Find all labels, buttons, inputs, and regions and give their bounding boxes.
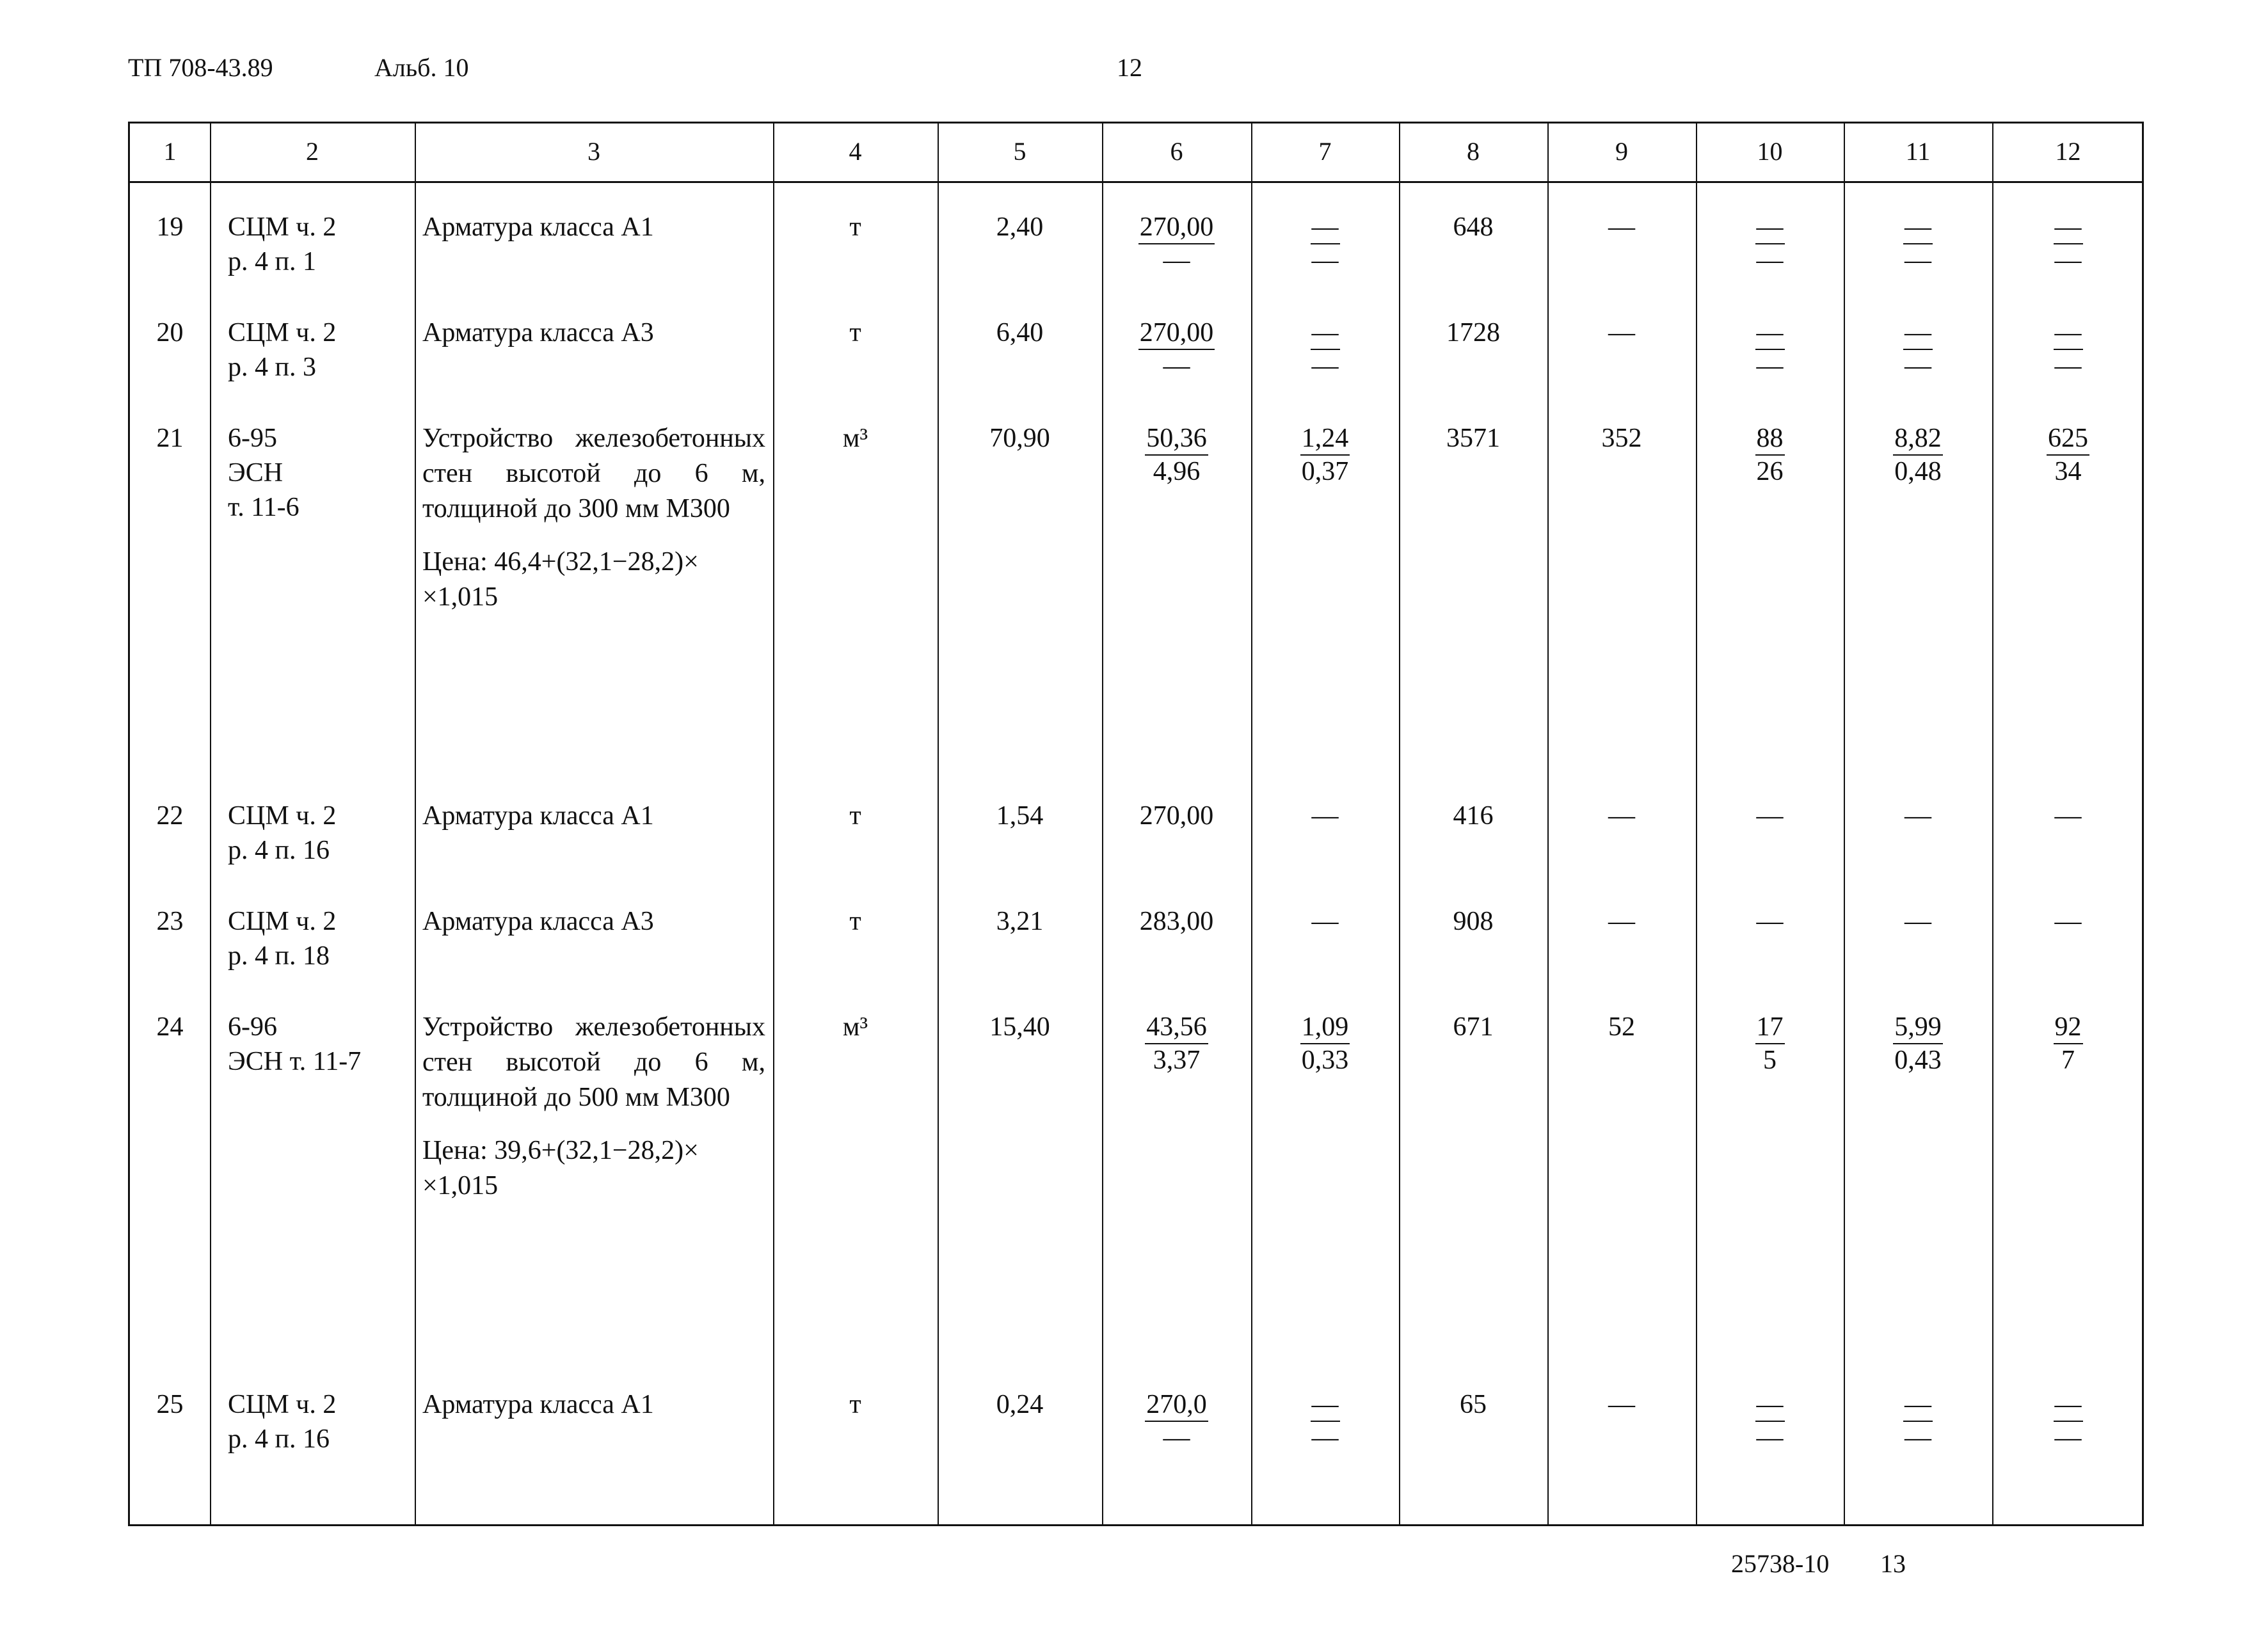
fraction-numerator: 1,24 <box>1300 422 1350 456</box>
total-cost-cell: 3571 <box>1446 424 1500 453</box>
fraction-denominator: 26 <box>1756 457 1784 486</box>
header-divider <box>130 181 2142 183</box>
machine-cost-cell <box>1698 421 1841 488</box>
unit-cost-cell <box>1105 421 1249 488</box>
fraction-denominator: — <box>1163 351 1190 381</box>
column-divider <box>1102 124 1103 1524</box>
fraction <box>1893 1011 1943 1076</box>
price-formula: Цена: 39,6+(32,1−28,2)× ×1,015 <box>422 1136 699 1200</box>
fraction <box>1311 1389 1340 1454</box>
machine-cost-cell <box>1698 1010 1841 1076</box>
fraction-denominator: 0,48 <box>1894 457 1942 486</box>
material-total-cell <box>1995 315 2141 382</box>
fraction-numerator: 1,09 <box>1300 1011 1350 1044</box>
fraction <box>1300 422 1350 488</box>
row-number: 22 <box>156 801 184 831</box>
page-number: 12 <box>1117 53 1142 82</box>
fraction-numerator: — <box>1311 1389 1340 1422</box>
fraction-denominator: 3,37 <box>1153 1046 1201 1075</box>
fraction <box>1755 1011 1785 1076</box>
labor-hours-cell <box>1846 210 1990 276</box>
wage-cost-cell <box>1254 315 1396 382</box>
row-number: 25 <box>156 1390 184 1419</box>
machine-cost-cell <box>1698 210 1841 276</box>
fraction-denominator: 5 <box>1763 1046 1777 1075</box>
fraction <box>1138 317 1215 382</box>
fraction-numerator: — <box>1755 1389 1785 1422</box>
column-divider <box>1844 124 1845 1524</box>
column-header-7: 7 <box>1318 137 1332 166</box>
fraction-denominator: — <box>1905 351 1931 381</box>
unit-cost-cell: 283,00 <box>1139 907 1214 936</box>
fraction-denominator: — <box>1311 351 1339 381</box>
fraction-numerator: 50,36 <box>1145 422 1208 456</box>
reference-line: ЭСН <box>228 458 284 488</box>
unit-cell: т <box>849 801 861 831</box>
fraction-numerator: — <box>1755 317 1785 350</box>
description-text: Арматура класса А1 <box>422 801 654 831</box>
wage-cost-cell <box>1254 210 1396 276</box>
description-cell <box>422 904 765 939</box>
description-cell <box>422 1010 765 1204</box>
quantity-cell: 1,54 <box>996 801 1044 831</box>
fraction-numerator: 8,82 <box>1893 422 1943 456</box>
unit-cost-cell <box>1105 315 1249 382</box>
reference-line: СЦМ ч. 2 <box>228 907 337 936</box>
fraction <box>1311 317 1340 382</box>
material-total-cell: — <box>2054 907 2082 936</box>
reference-line: СЦМ ч. 2 <box>228 318 337 347</box>
total-cost-cell: 1728 <box>1446 318 1500 347</box>
fraction <box>2054 1011 2083 1076</box>
row-number: 20 <box>156 318 184 347</box>
fraction-denominator: — <box>1311 1423 1339 1453</box>
material-total-cell <box>1995 210 2141 276</box>
fraction <box>2054 317 2083 382</box>
reference-cell <box>228 1010 397 1079</box>
fraction-denominator: 0,37 <box>1301 457 1349 486</box>
fraction-numerator: — <box>1755 211 1785 244</box>
estimate-table <box>128 122 2144 1526</box>
reference-line: 6-95 <box>228 424 277 453</box>
description-cell <box>422 799 765 834</box>
fraction-numerator: — <box>1311 211 1340 244</box>
fraction <box>1300 1011 1350 1076</box>
wage-cost-cell: — <box>1311 907 1339 936</box>
wage-cost-cell <box>1254 421 1396 488</box>
fraction <box>1903 211 1933 276</box>
fraction-denominator: — <box>1905 1423 1931 1453</box>
total-cost-cell: 648 <box>1453 212 1494 242</box>
labor-hours-cell: — <box>1905 801 1931 831</box>
material-total-cell <box>1995 421 2141 488</box>
description-text: Арматура класса А1 <box>422 212 654 242</box>
fraction-numerator: 88 <box>1755 422 1785 456</box>
description-cell <box>422 1387 765 1423</box>
fraction-denominator: 34 <box>2054 457 2082 486</box>
fraction-numerator: 5,99 <box>1893 1011 1943 1044</box>
wages-total-cell: 52 <box>1608 1012 1635 1042</box>
fraction <box>1138 211 1215 276</box>
wage-cost-cell <box>1254 1387 1396 1454</box>
column-divider <box>1696 124 1697 1524</box>
fraction-denominator: — <box>1756 246 1784 275</box>
fraction <box>1755 211 1785 276</box>
machine-cost-cell <box>1698 1387 1841 1454</box>
fraction-numerator: — <box>2054 317 2083 350</box>
column-header-6: 6 <box>1170 137 1183 166</box>
fraction-denominator: — <box>1905 246 1931 275</box>
reference-cell <box>228 421 397 525</box>
unit-cost-cell <box>1105 210 1249 276</box>
fraction <box>1755 1389 1785 1454</box>
wages-total-cell: — <box>1608 801 1635 831</box>
column-divider <box>415 124 416 1524</box>
reference-line: р. 4 п. 3 <box>228 353 316 382</box>
total-cost-cell: 416 <box>1453 801 1494 831</box>
reference-line: р. 4 п. 16 <box>228 836 330 865</box>
column-divider <box>1547 124 1549 1524</box>
document-code: ТП 708-43.89 <box>128 53 273 82</box>
quantity-cell: 70,90 <box>989 424 1050 453</box>
description-text: Арматура класса А3 <box>422 907 654 936</box>
column-header-10: 10 <box>1757 137 1783 166</box>
fraction <box>1903 1389 1933 1454</box>
fraction-numerator: 92 <box>2054 1011 2083 1044</box>
album-number: Альб. 10 <box>374 53 469 82</box>
machine-cost-cell <box>1698 315 1841 382</box>
column-header-12: 12 <box>2055 137 2081 166</box>
description-cell <box>422 315 765 351</box>
unit-cost-cell <box>1105 1010 1249 1076</box>
wages-total-cell: 352 <box>1601 424 1642 453</box>
column-header-9: 9 <box>1615 137 1628 166</box>
column-divider <box>1251 124 1252 1524</box>
labor-hours-cell: — <box>1905 907 1931 936</box>
fraction-denominator: — <box>2054 351 2082 381</box>
column-divider <box>1992 124 1993 1524</box>
fraction-denominator: 4,96 <box>1153 457 1201 486</box>
column-header-8: 8 <box>1467 137 1480 166</box>
column-header-1: 1 <box>163 137 177 166</box>
row-number: 24 <box>156 1012 184 1042</box>
column-divider <box>773 124 774 1524</box>
machine-cost-cell: — <box>1756 801 1784 831</box>
reference-line: р. 4 п. 1 <box>228 247 316 276</box>
description-text: Устройство железобетонных стен высотой до 6 м, толщиной до 500 мм М300 <box>422 1012 765 1112</box>
quantity-cell: 2,40 <box>996 212 1044 242</box>
fraction-denominator: 0,33 <box>1301 1046 1349 1075</box>
quantity-cell: 0,24 <box>996 1390 1044 1419</box>
fraction-denominator: — <box>1163 246 1190 275</box>
fraction-denominator: — <box>2054 246 2082 275</box>
column-header-3: 3 <box>587 137 600 166</box>
fraction-numerator: 43,56 <box>1145 1011 1208 1044</box>
fraction <box>1311 211 1340 276</box>
fraction <box>1903 317 1933 382</box>
quantity-cell: 15,40 <box>989 1012 1050 1042</box>
unit-cell: м³ <box>842 1012 868 1042</box>
fraction <box>2047 422 2089 488</box>
fraction-numerator: — <box>2054 211 2083 244</box>
row-number: 21 <box>156 424 184 453</box>
total-cost-cell: 908 <box>1453 907 1494 936</box>
reference-line: р. 4 п. 16 <box>228 1424 330 1454</box>
fraction-numerator: — <box>1903 317 1933 350</box>
reference-line: т. 11-6 <box>228 493 299 522</box>
fraction-numerator: — <box>2054 1389 2083 1422</box>
fraction-numerator: — <box>1903 1389 1933 1422</box>
reference-line: ЭСН т. 11-7 <box>228 1047 362 1076</box>
row-number: 23 <box>156 907 184 936</box>
column-header-11: 11 <box>1905 137 1931 166</box>
description-text: Арматура класса А3 <box>422 318 654 347</box>
total-cost-cell: 671 <box>1453 1012 1494 1042</box>
reference-cell <box>228 799 397 868</box>
reference-cell <box>228 1387 397 1456</box>
labor-hours-cell <box>1846 1010 1990 1076</box>
wages-total-cell: — <box>1608 212 1635 242</box>
fraction-numerator: 17 <box>1755 1011 1785 1044</box>
column-divider <box>1399 124 1400 1524</box>
material-total-cell: — <box>2054 801 2082 831</box>
wages-total-cell: — <box>1608 1390 1635 1419</box>
description-cell <box>422 210 765 245</box>
fraction <box>1145 1389 1208 1454</box>
unit-cell: т <box>849 212 861 242</box>
reference-cell <box>228 904 397 973</box>
fraction <box>1755 422 1785 488</box>
description-cell <box>422 421 765 615</box>
wages-total-cell: — <box>1608 907 1635 936</box>
column-divider <box>938 124 939 1524</box>
footer-code: 25738-10 <box>1731 1549 1830 1578</box>
wages-total-cell: — <box>1608 318 1635 347</box>
footer-page-number: 13 <box>1880 1549 1906 1578</box>
reference-line: СЦМ ч. 2 <box>228 212 337 242</box>
fraction-denominator: — <box>1756 1423 1784 1453</box>
fraction-denominator: — <box>2054 1423 2082 1453</box>
total-cost-cell: 65 <box>1460 1390 1487 1419</box>
unit-cell: т <box>849 907 861 936</box>
fraction-numerator: 270,0 <box>1145 1389 1208 1422</box>
quantity-cell: 3,21 <box>996 907 1044 936</box>
quantity-cell: 6,40 <box>996 318 1044 347</box>
fraction-denominator: 0,43 <box>1894 1046 1942 1075</box>
unit-cost-cell <box>1105 1387 1249 1454</box>
fraction <box>1145 1011 1208 1076</box>
fraction <box>2054 211 2083 276</box>
fraction-numerator: 625 <box>2047 422 2089 456</box>
reference-line: СЦМ ч. 2 <box>228 1390 337 1419</box>
description-text: Устройство железобетонных стен высотой до 6 м, толщиной до 300 мм М300 <box>422 424 765 523</box>
machine-cost-cell: — <box>1756 907 1784 936</box>
unit-cell: м³ <box>842 424 868 453</box>
reference-line: 6-96 <box>228 1012 277 1042</box>
row-number: 19 <box>156 212 184 242</box>
reference-cell <box>228 315 397 385</box>
fraction-denominator: — <box>1311 246 1339 275</box>
price-formula: Цена: 46,4+(32,1−28,2)× ×1,015 <box>422 547 699 612</box>
fraction <box>2054 1389 2083 1454</box>
fraction <box>1755 317 1785 382</box>
fraction-denominator: — <box>1756 351 1784 381</box>
labor-hours-cell <box>1846 1387 1990 1454</box>
column-header-5: 5 <box>1013 137 1026 166</box>
fraction-denominator: 7 <box>2061 1046 2075 1075</box>
unit-cell: т <box>849 318 861 347</box>
fraction-numerator: — <box>1903 211 1933 244</box>
unit-cell: т <box>849 1390 861 1419</box>
fraction-numerator: 270,00 <box>1138 211 1215 244</box>
fraction-denominator: — <box>1163 1423 1190 1453</box>
fraction <box>1893 422 1943 488</box>
reference-cell <box>228 210 397 279</box>
wage-cost-cell: — <box>1311 801 1339 831</box>
column-header-4: 4 <box>849 137 862 166</box>
column-divider <box>210 124 211 1524</box>
material-total-cell <box>1995 1387 2141 1454</box>
fraction-numerator: — <box>1311 317 1340 350</box>
description-text: Арматура класса А1 <box>422 1390 654 1419</box>
reference-line: р. 4 п. 18 <box>228 941 330 971</box>
fraction <box>1145 422 1208 488</box>
reference-line: СЦМ ч. 2 <box>228 801 337 831</box>
fraction-numerator: 270,00 <box>1138 317 1215 350</box>
column-header-2: 2 <box>306 137 319 166</box>
wage-cost-cell <box>1254 1010 1396 1076</box>
material-total-cell <box>1995 1010 2141 1076</box>
labor-hours-cell <box>1846 315 1990 382</box>
labor-hours-cell <box>1846 421 1990 488</box>
unit-cost-cell: 270,00 <box>1139 801 1214 831</box>
